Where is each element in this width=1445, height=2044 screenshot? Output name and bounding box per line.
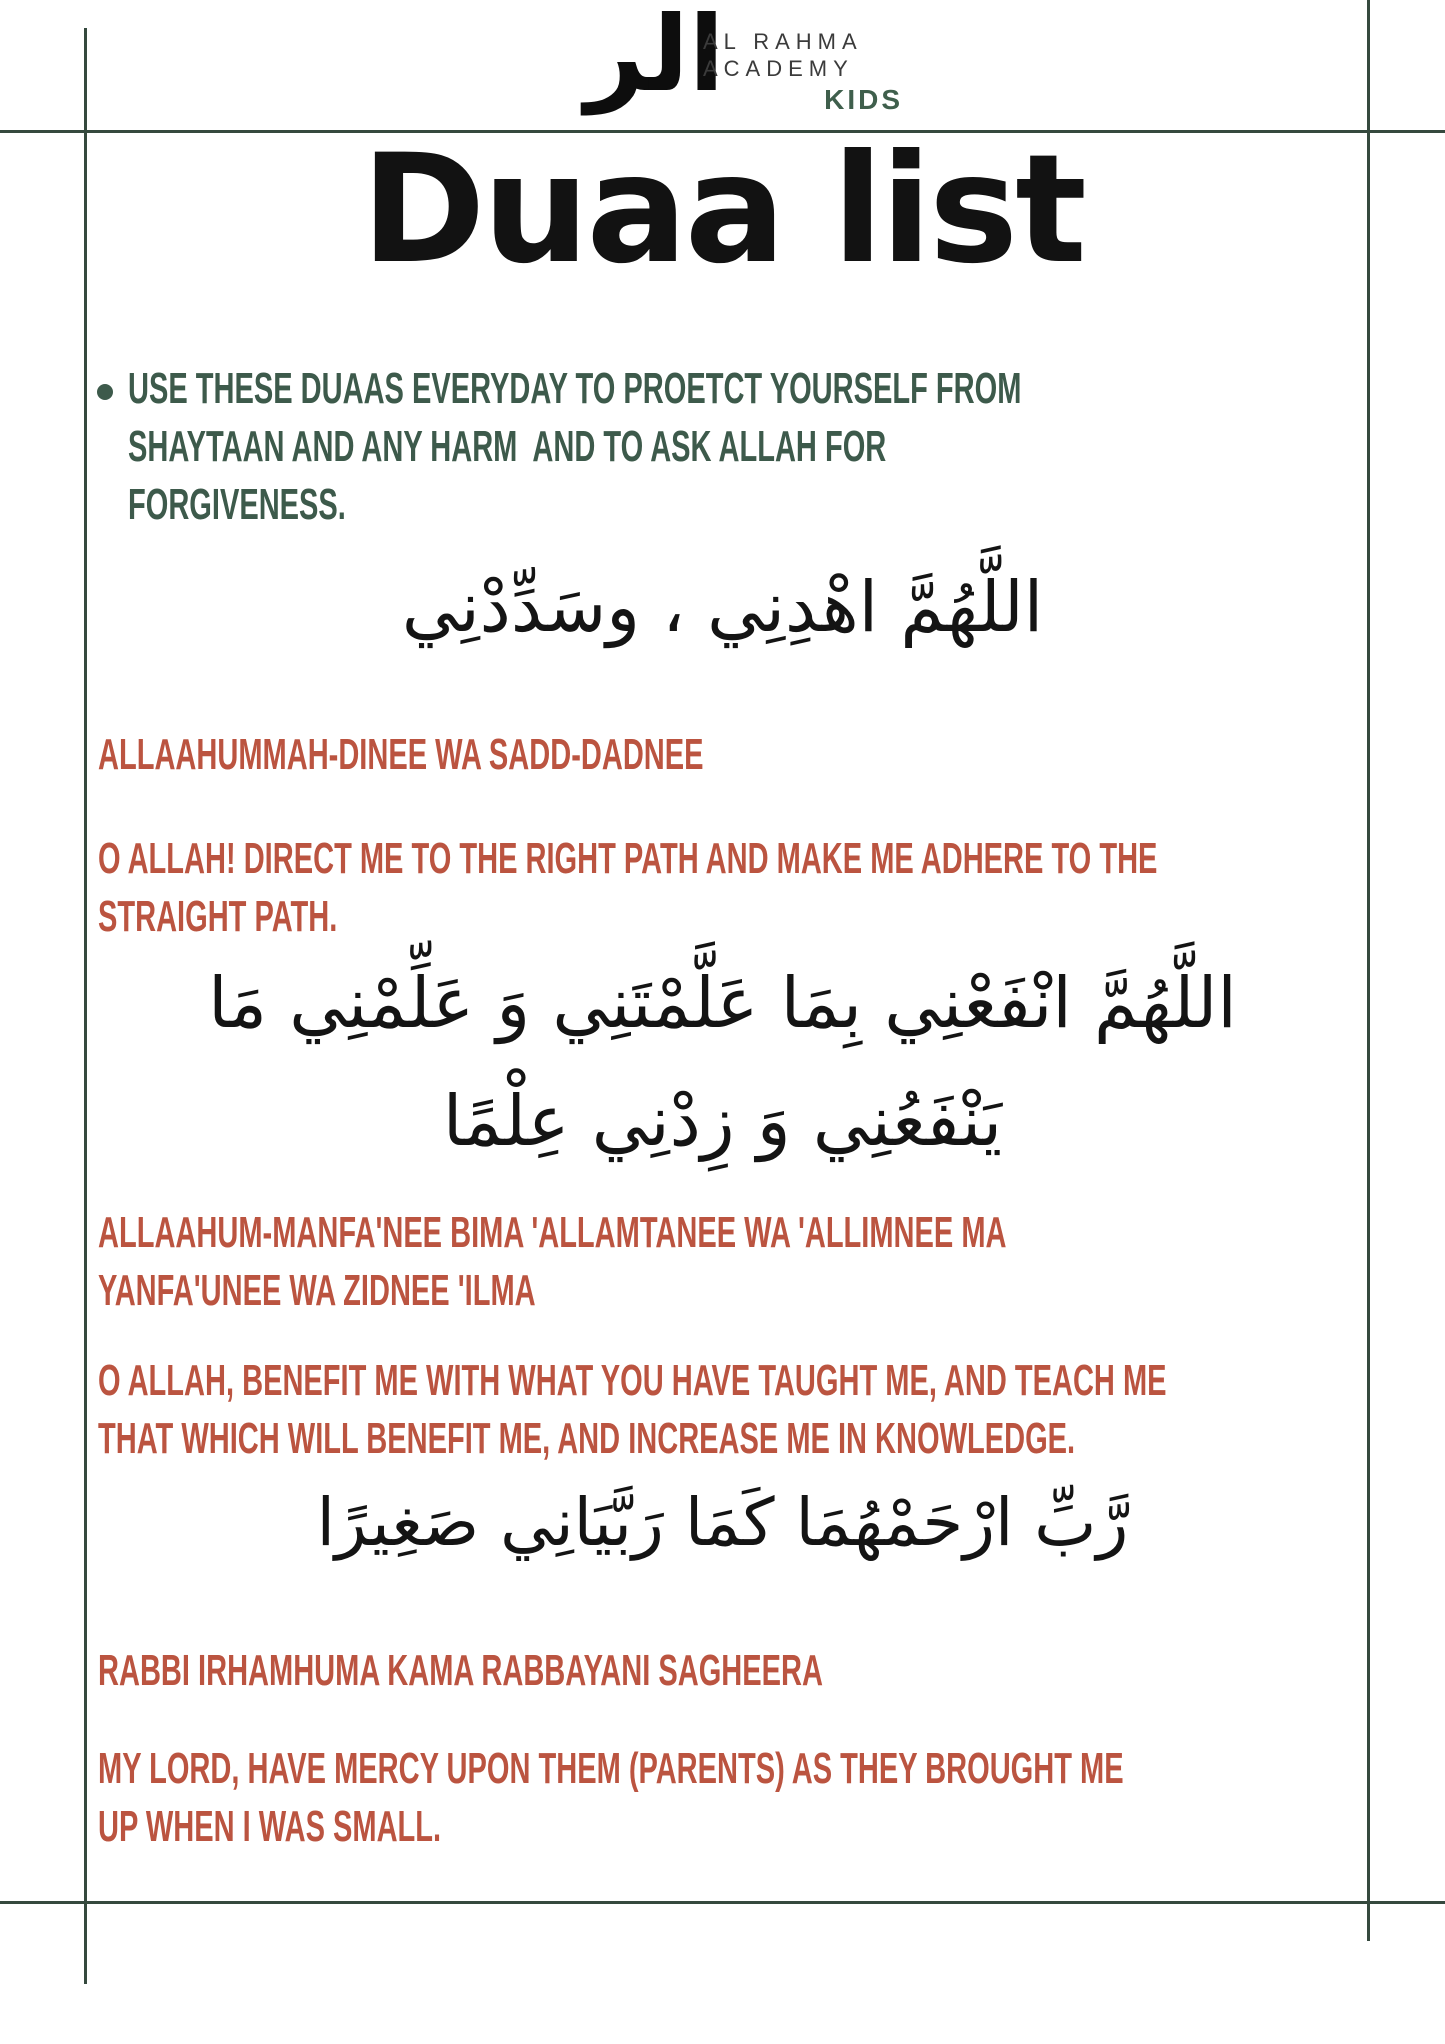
bullet-dot	[97, 384, 113, 400]
duaa3-arabic	[0, 1464, 1445, 1582]
intro-line-2: SHAYTAAN AND ANY HARM AND TO ASK ALLAH FOR	[128, 422, 887, 471]
duaa1-transliteration-line-1: ALLAAHUMMAH-DINEE WA SADD-DADNEE	[98, 730, 704, 779]
duaa2-arabic-line-2: يَنْفَعُنِي وَ زِدْنِي عِلْمًا	[442, 1080, 1003, 1162]
duaa3-transliteration	[98, 1642, 1196, 1700]
duaa3-transliteration-line-1: RABBI IRHAMHUMA KAMA RABBAYANI SAGHEERA	[98, 1646, 823, 1695]
duaa2-transliteration-line-1: ALLAAHUM-MANFA'NEE BIMA 'ALLAMTANEE WA 'ALLIMNEE MA	[98, 1208, 1007, 1257]
logo-text	[703, 28, 903, 114]
logo-kids-label: KIDS	[824, 84, 903, 115]
duaa2-transliteration-line-2: YANFA'UNEE WA ZIDNEE 'ILMA	[98, 1266, 536, 1315]
duaa2-translation	[98, 1352, 1445, 1468]
logo-calligraphy-icon: الر	[585, 0, 725, 115]
duaa2-translation-line-1: O ALLAH, BENEFIT ME WITH WHAT YOU HAVE TAUGHT ME, AND TEACH ME	[98, 1356, 1167, 1405]
duaa3-translation	[98, 1740, 1445, 1856]
frame-line-bottom	[0, 1901, 1445, 1904]
duaa3-arabic-line-1: رَّبِّ ارْحَمْهُمَا كَمَا رَبَّيَانِي صَغِيرًا	[316, 1484, 1129, 1561]
logo-name-line1: AL RAHMA	[703, 29, 863, 54]
duaa1-arabic	[0, 548, 1445, 666]
duaa2-arabic	[0, 944, 1445, 1180]
duaa1-translation-line-2: STRAIGHT PATH.	[98, 892, 338, 941]
duaa1-transliteration	[98, 726, 1015, 784]
duaa3-translation-line-2: UP WHEN I WAS SMALL.	[98, 1802, 442, 1851]
duaa2-arabic-line-1: اللَّهُمَّ انْفَعْنِي بِمَا عَلَّمْتَنِي وَ عَلِّمْنِي مَا	[208, 962, 1237, 1044]
duaa3-translation-line-1: MY LORD, HAVE MERCY UPON THEM (PARENTS) AS THEY BROUGHT ME	[98, 1744, 1124, 1793]
duaa1-translation-line-1: O ALLAH! DIRECT ME TO THE RIGHT PATH AND MAKE ME ADHERE TO THE	[98, 834, 1158, 883]
logo-name-line2: ACADEMY	[703, 56, 854, 81]
intro-note	[128, 360, 1445, 534]
intro-line-3: FORGIVENESS.	[128, 480, 346, 529]
duaa2-transliteration	[98, 1204, 1445, 1320]
duaa1-translation	[98, 830, 1445, 946]
page-title: Duaa list	[361, 123, 1084, 297]
logo	[585, 0, 915, 124]
duaa1-arabic-line-1: اللَّهُمَّ اهْدِنِي ، وسَدِّدْنِي	[401, 566, 1044, 648]
intro-line-1: USE THESE DUAAS EVERYDAY TO PROETCT YOURSELF FROM	[128, 364, 1022, 413]
duaa2-translation-line-2: THAT WHICH WILL BENEFIT ME, AND INCREASE ME IN KNOWLEDGE.	[98, 1414, 1076, 1463]
